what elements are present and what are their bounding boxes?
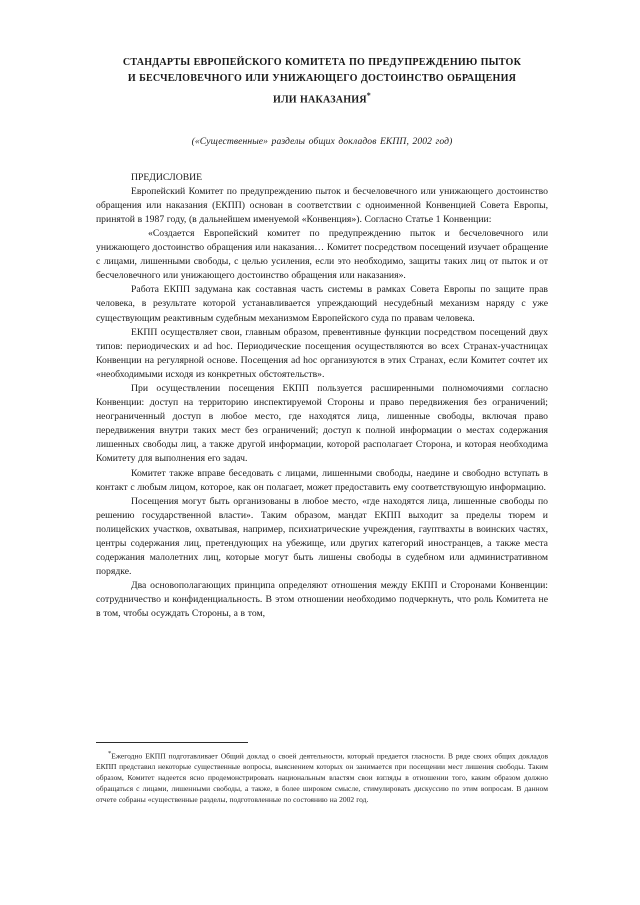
title-line-3-text: ИЛИ НАКАЗАНИЯ xyxy=(273,94,367,106)
section-heading-preface: ПРЕДИСЛОВИЕ xyxy=(131,171,203,183)
footnote-separator-rule xyxy=(96,742,248,743)
paragraph-5: При осуществлении посещения ЕКПП пользуется расширенными полномочиями согласно Конвенции: доступ на территорию инспектируемой Стороны и право передвижения без ограничений; неограниченный доступ в любое место, где находятся лица, лишенные свободы, включая право передвижения внутри таких мест без ограничений; доступ к полной информации о местах содержания лишенных свободы лиц, а также другой информации, которой располагает Сторона, и которая необходима Комитету для выполнения его задач. xyxy=(96,382,548,465)
footnote-section xyxy=(96,742,548,806)
page-title xyxy=(96,55,548,109)
document-body xyxy=(96,171,548,622)
paragraph-1: Европейский Комитет по предупреждению пыток и бесчеловечного или унижающего достоинство обращения или наказания (ЕКПП) основан в соответствии с одноименной Конвенцией Совета Европы, принятой в 1987 году, (в дальнейшем именуемой «Конвенция»). Согласно Статье 1 Конвенции: xyxy=(96,185,548,225)
paragraph-3: Работа ЕКПП задумана как составная часть системы в рамках Совета Европы по защите прав человека, в результате которой устанавливается упреждающий несудебный механизм наряду с уже существующим реактивным судебным механизмом Европейского суда по правам человека. xyxy=(96,284,548,324)
paragraph-8: Два основополагающих принципа определяют отношения между ЕКПП и Сторонами Конвенции: сотрудничество и конфиденциальность. В этом отношении необходимо подчеркнуть, что роль Комитета не в том, чтобы осуждать Стороны, а в том, xyxy=(96,580,548,620)
paragraph-6: Комитет также вправе беседовать с лицами, лишенными свободы, наедине и свободно вступать в контакт с любым лицом, которое, как он полагает, может предоставить ему соответствующую информацию. xyxy=(96,467,548,493)
footnote-marker: * xyxy=(108,750,112,757)
title-line-2: И БЕСЧЕЛОВЕЧНОГО ИЛИ УНИЖАЮЩЕГО ДОСТОИНСТВО ОБРАЩЕНИЯ xyxy=(127,73,517,85)
footnote-text: Ежегодно ЕКПП подготавливает Общий доклад о своей деятельности, который предается гласности. В ряде своих общих докладов ЕКПП представил некоторые существенные вопросы, выяснением которых он занимается при посещении мест лишения свободы. Таким образом, Комитет надеется ясно продемонстрировать национальным властям свои взгляды в отношении того, каким образом должно обращаться с лицами, лишенными свободы, а также, в более широком смысле, стимулировать дискуссию по этим вопросам. В данном отчете собраны «существенные разделы, подготовленные по состоянию на 2002 год. xyxy=(96,751,548,805)
title-line-1: СТАНДАРТЫ ЕВРОПЕЙСКОГО КОМИТЕТА ПО ПРЕДУПРЕЖДЕНИЮ ПЫТОК xyxy=(122,57,522,68)
document-subtitle: («Существенные» разделы общих докладов ЕКПП, 2002 год) xyxy=(191,135,453,147)
title-footnote-marker: * xyxy=(366,90,371,100)
title-line-3 xyxy=(96,88,548,109)
paragraph-2-quote: «Создается Европейский комитет по предупреждению пыток и бесчеловечного или унижающего достоинство обращения или наказания… Комитет посредством посещений изучает обращение с лицами, лишенными свободы, с целью усиления, если это необходимо, защиты таких лиц от пыток и от бесчеловечного или унижающего достоинство обращения или наказания». xyxy=(96,227,548,282)
paragraph-4: ЕКПП осуществляет свои, главным образом, превентивные функции посредством посещений двух типов: периодических и ad hoc. Периодические посещения осуществляются во всех Странах-участницах Конвенции на регулярной основе. Посещения ad hoc организуются в этих Странах, если Комитет сочтет их «необходимыми исходя из конкретных обстоятельств». xyxy=(96,326,548,380)
paragraph-7: Посещения могут быть организованы в любое место, «где находятся лица, лишенные свободы по решению государственной власти». Таким образом, мандат ЕКПП выходит за пределы тюрем и полицейских участков, охватывая, например, психиатрические учреждения, гауптвахты в воинских частях, центры содержания лиц, претендующих на убежище, или других категорий иностранцев, а также места содержания малолетних лиц, которые могут быть лишены свободы в судебном или административном порядке. xyxy=(96,495,548,578)
footnote-body xyxy=(96,749,548,806)
